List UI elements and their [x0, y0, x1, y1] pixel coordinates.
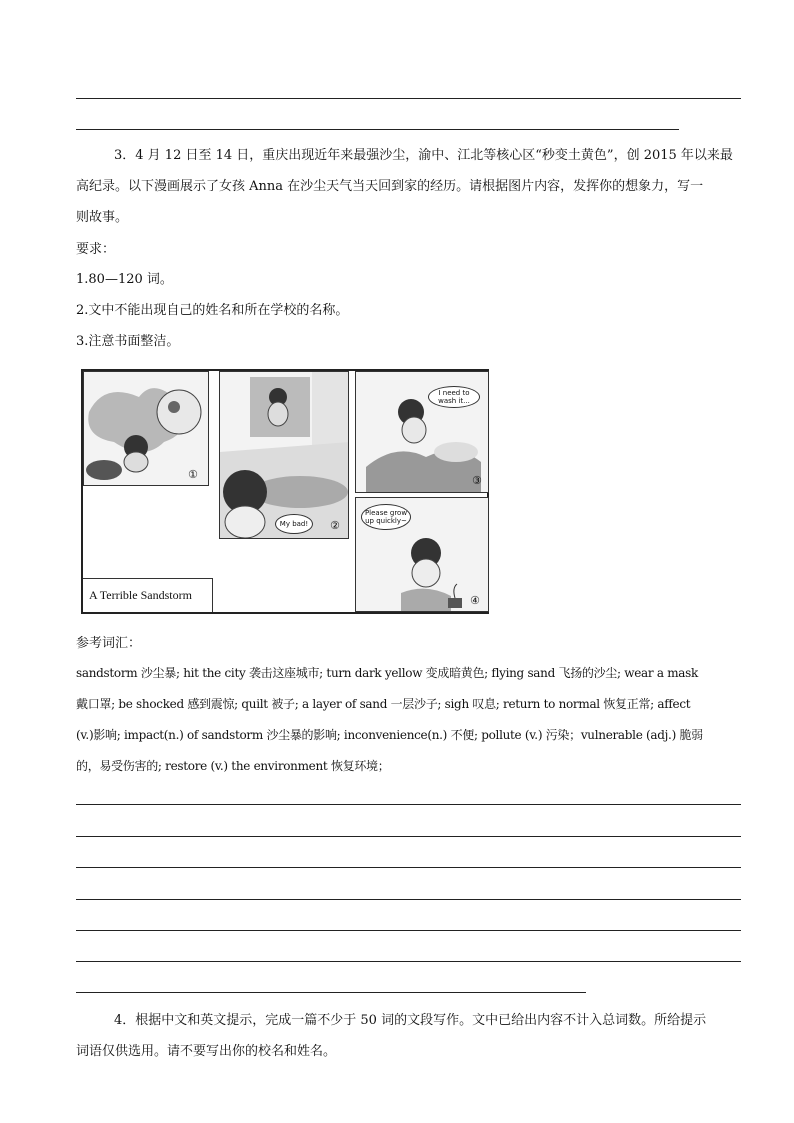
speech-bubble-4: Please grow up quickly~	[361, 504, 411, 530]
comic-panel-2	[219, 371, 349, 539]
q3-line-3: 则故事。	[76, 210, 129, 225]
writing-line	[76, 804, 741, 805]
comic-panel-3	[355, 371, 489, 493]
comic-strip	[81, 369, 489, 614]
vocab-line-4: 的，易受伤害的; restore (v.) the environment 恢复环境；	[76, 759, 390, 773]
writing-line	[76, 961, 741, 962]
panel-3-number: ③	[472, 474, 482, 487]
answer-line	[76, 129, 679, 130]
comic-panel-1	[83, 371, 209, 486]
requirement-2: 2.文中不能出现自己的姓名和所在学校的名称。	[76, 303, 349, 318]
writing-line	[76, 899, 741, 900]
vocab-line-2: 戴口罩; be shocked 感到震惊; quilt 被子; a layer of sand 一层沙子; sigh 叹息; return to normal 恢复正常; affect	[76, 697, 691, 711]
speech-bubble-2: My bad!	[275, 514, 313, 534]
comic-title: A Terrible Sandstorm	[83, 578, 213, 612]
answer-line	[76, 98, 741, 99]
panel-2-illustration	[220, 372, 349, 539]
vocab-line-3: (v.)影响; impact(n.) of sandstorm 沙尘暴的影响; inconvenience(n.) 不便; pollute (v.) 污染；vulnerable (adj.) 脆弱	[76, 728, 703, 742]
vocab-label: 参考词汇：	[76, 636, 142, 651]
panel-2-number: ②	[330, 519, 340, 532]
q4-line-1: 4．根据中文和英文提示，完成一篇不少于 50 词的文段写作。文中已给出内容不计入总词数。所给提示	[114, 1013, 707, 1028]
vocab-line-1: sandstorm 沙尘暴; hit the city 袭击这座城市; turn dark yellow 变成暗黄色; flying sand 飞扬的沙尘; wear a mask	[76, 666, 698, 680]
writing-line	[76, 867, 741, 868]
writing-line	[76, 930, 741, 931]
panel-4-number: ④	[470, 594, 480, 607]
q3-line-2: 高纪录。以下漫画展示了女孩 Anna 在沙尘天气当天回到家的经历。请根据图片内容，发挥你的想象力，写一	[76, 179, 704, 194]
writing-line	[76, 992, 586, 993]
panel-1-number: ①	[188, 468, 198, 481]
q4-line-2: 词语仅供选用。请不要写出你的校名和姓名。	[76, 1044, 337, 1059]
requirement-1: 1.80—120 词。	[76, 272, 173, 287]
writing-line	[76, 836, 741, 837]
speech-bubble-3: I need to wash it...	[428, 386, 480, 408]
comic-panel-4	[355, 497, 489, 612]
requirement-3: 3.注意书面整洁。	[76, 334, 180, 349]
q3-line-1: 3．4 月 12 日至 14 日，重庆出现近年来最强沙尘，渝中、江北等核心区“秒变土黄色”，创 2015 年以来最	[114, 148, 733, 163]
requirements-label: 要求：	[76, 242, 116, 257]
